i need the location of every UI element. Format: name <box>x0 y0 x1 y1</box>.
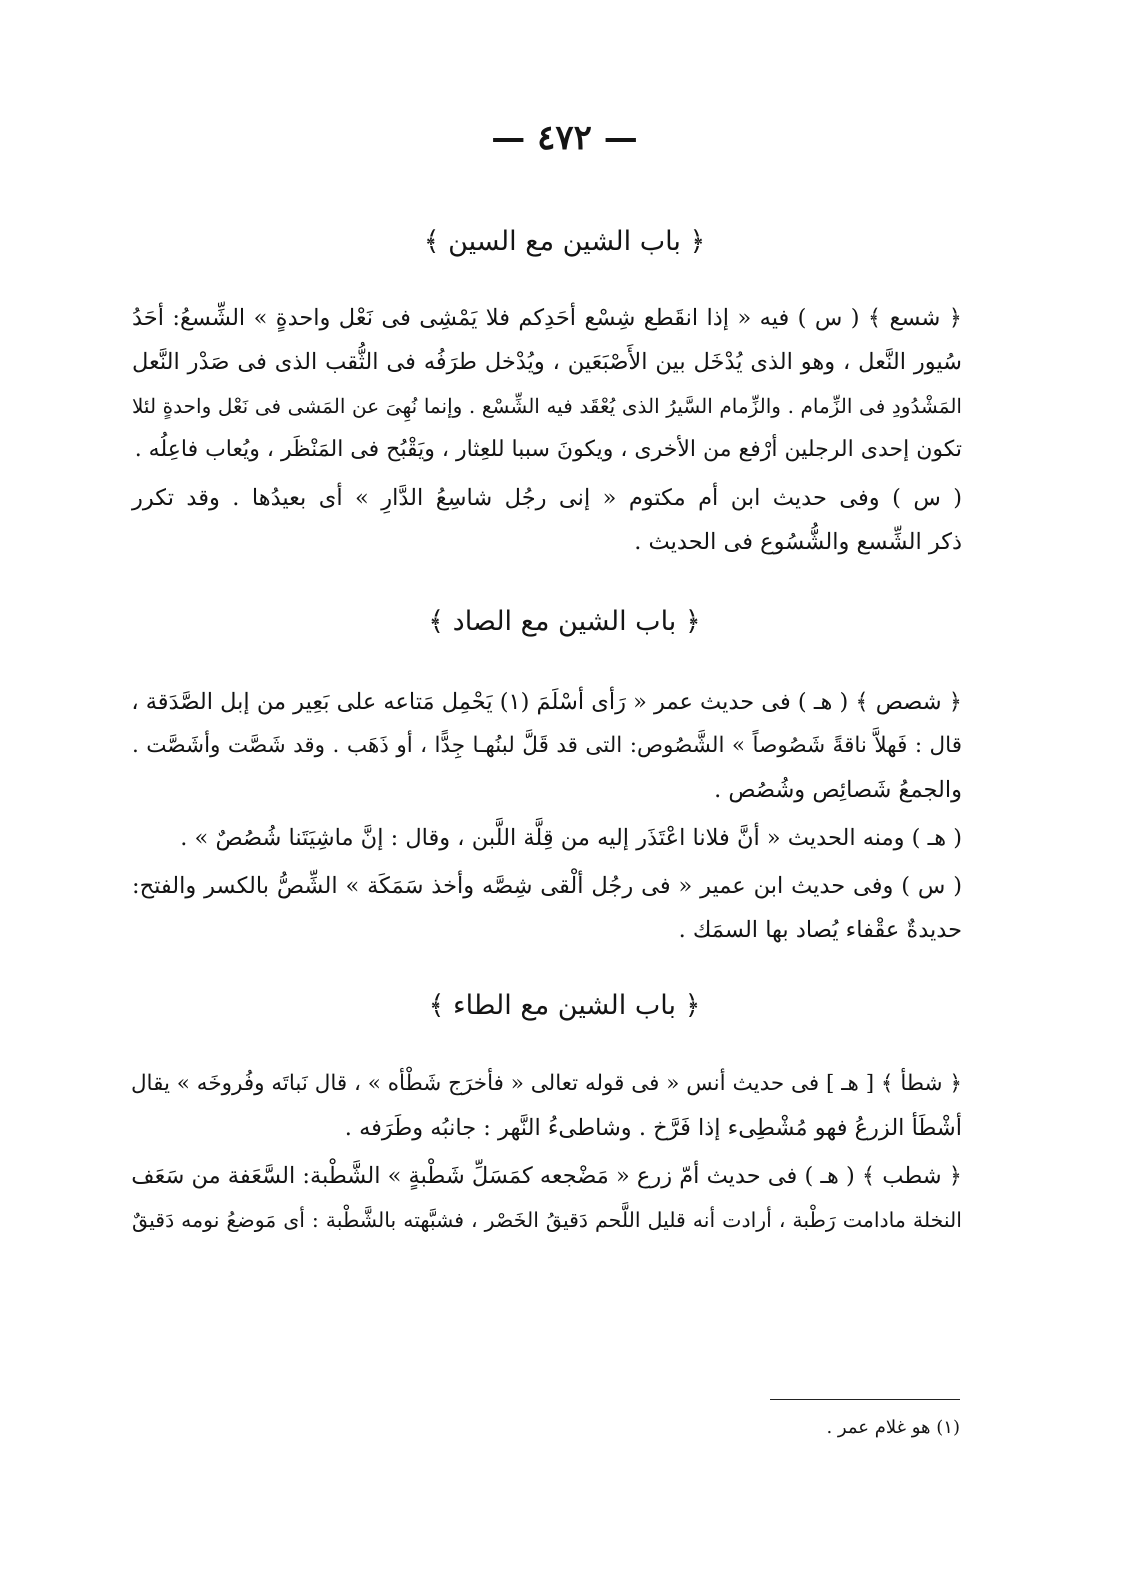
text-line: ( هـ ) ومنه الحديث « أنَّ فلانا اعْتَذَر إليه من قِلَّة اللَّبن ، وقال : إنَّ ماشِيَتَنا شُصُصٌ » . <box>180 825 962 851</box>
text-line: ﴿ شطب ﴾ ( هـ ) فى حديث أمّ زرع « مَضْجعه كمَسَلِّ شَطْبةٍ » الشَّطْبة: السَّعَفة من سَعَف <box>131 1163 962 1189</box>
page-number: — ٤٧٢ — <box>491 118 638 158</box>
text-line: النخلة مادامت رَطْبة ، أرادت أنه قليل اللَّحم دَقيقُ الخَصْر ، فشبَّهته بالشَّطْبة : أى مَوضعُ نومه دَقيقٌ <box>132 1208 962 1232</box>
text-line: ذكر الشِّسع والشُّسُوع فى الحديث . <box>634 529 962 555</box>
text-line: ( س ) وفى حديث ابن عمير « فى رجُل ألْقى شِصَّه وأخذ سَمَكَة » الشِّصُّ بالكسر والفتح: <box>132 873 962 899</box>
section-title-shin-sin: ﴿ باب الشين مع السين ﴾ <box>423 226 706 257</box>
text-line: سُيور النَّعل ، وهو الذى يُدْخَل بين الأَصْبَعَين ، ويُدْخل طرَفُه فى الثُّقب الذى فى صَدْر النَّعل <box>132 349 962 375</box>
footnote-divider <box>770 1399 960 1400</box>
text-line: والجمعُ شَصائِص وشُصُص . <box>714 777 962 803</box>
text-line: أشْطَأ الزرعُ فهو مُشْطِىء إذا فَرَّخ . وشاطىءُ النَّهر : جانبُه وطَرَفه . <box>344 1115 962 1141</box>
text-line: حديدةٌ عقْفاء يُصاد بها السمَك . <box>678 917 962 943</box>
section-title-shin-sad: ﴿ باب الشين مع الصاد ﴾ <box>428 606 701 637</box>
text-line: ﴿ شسع ﴾ ( س ) فيه « إذا انقَطع شِسْع أحَدِكم فلا يَمْشِى فى نَعْل واحدةٍ » الشِّسعُ: أحَدُ <box>132 305 962 331</box>
text-line: قال : فَهلاَّ ناقةً شَصُوصاً » الشَّصُوص: التى قد قَلَّ لبنُهـا جِدًّا ، أو ذَهَب . وقد شَصَّت وأشَصَّت . <box>132 733 962 758</box>
text-line: تكون إحدى الرجلين أرْفع من الأخرى ، ويكونَ سببا للعِثار ، ويَقْبُح فى المَنْظَر ، ويُعاب فاعِلُه . <box>134 437 962 462</box>
section-title-shin-ta: ﴿ باب الشين مع الطاء ﴾ <box>428 990 701 1021</box>
text-line: المَشْدُودِ فى الزِّمام . والزِّمام السَّيرُ الذى يُعْقَد فيه الشِّسْع . وإنما نُهِىَ عن المَشى فى نَعْل واحدةٍ لئلا <box>132 394 962 418</box>
text-line: ( س ) وفى حديث ابن أم مكتوم « إنى رجُل شاسِعُ الدَّارِ » أى بعيدُها . وقد تكرر <box>132 485 962 511</box>
text-line: ﴿ شطأ ﴾ [ هـ ] فى حديث أنس « فى قوله تعالى « فأخرَج شَطْأه » ، قال نَباتَه وفُروخَه » يقال <box>130 1071 962 1096</box>
text-line: ﴿ شصص ﴾ ( هـ ) فى حديث عمر « رَأى أسْلَمَ (١) يَحْمِل مَتاعه على بَعِير من إبل الصَّدَقة ، <box>131 689 962 715</box>
footnote: (١) هو غلام عمر . <box>826 1417 960 1438</box>
